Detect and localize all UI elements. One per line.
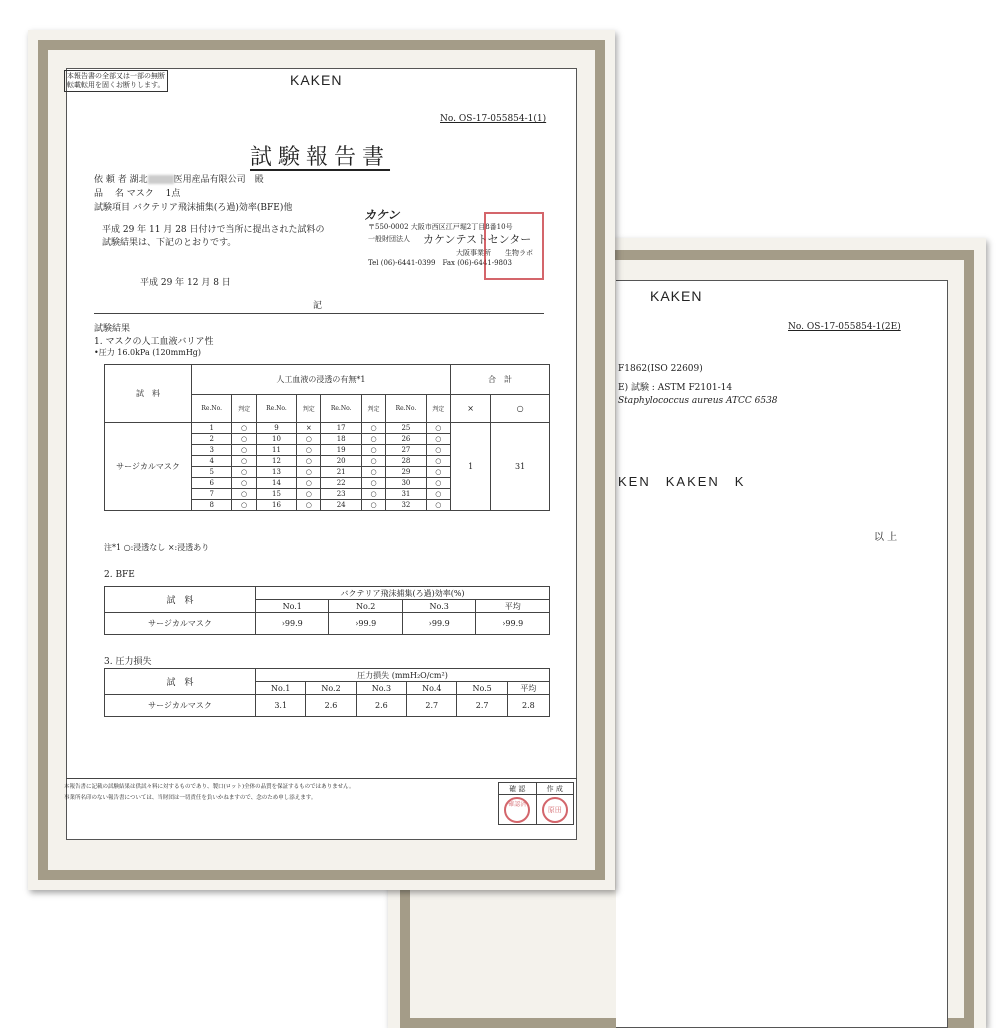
judgement: ×	[297, 423, 321, 434]
specimen-no: 21	[321, 467, 361, 478]
bfe-value: ›99.9	[329, 613, 402, 635]
blood-barrier-rows	[105, 423, 550, 511]
security-watermark: KEN KAKEN K	[618, 474, 746, 489]
test-item-row	[94, 200, 292, 213]
judgement: ○	[426, 478, 450, 489]
specimen-no: 17	[321, 423, 361, 434]
official-seal-stamp	[484, 212, 544, 280]
specimen-no: 20	[321, 456, 361, 467]
specimen-no: 27	[386, 445, 426, 456]
pressure-value: 3.1	[256, 695, 306, 717]
test-item-label: 試験項目	[94, 203, 131, 213]
specimen-no: 15	[256, 489, 296, 500]
section-2-title: 2. BFE	[104, 570, 135, 580]
judgement: ○	[297, 489, 321, 500]
pressure-col: 平均	[507, 682, 549, 695]
pressure-col: No.2	[306, 682, 356, 695]
receipt-statement: 試験結果は、下記のとおりです。	[102, 238, 237, 248]
judgement: ○	[297, 445, 321, 456]
bfe-col: No.1	[256, 600, 329, 613]
col-re-no: Re.No.	[386, 395, 426, 423]
bfe-col: No.2	[329, 600, 402, 613]
judgement: ○	[426, 445, 450, 456]
judgement: ○	[426, 489, 450, 500]
copy-notice-line: 転載転用を固くお断りします。	[67, 81, 165, 89]
pressure-value: 2.7	[407, 695, 457, 717]
test-organism-line: Staphylococcus aureus ATCC 6538	[618, 396, 778, 406]
sample-name: サージカルマスク	[105, 613, 256, 635]
bfe-value: ›99.9	[402, 613, 475, 635]
table-header-group: バクテリア飛沫捕集(ろ過)効率(%)	[256, 587, 550, 600]
end-mark: 以 上	[874, 532, 898, 543]
table-header-group: 圧力損失 (mmH₂O/cm²)	[256, 669, 550, 682]
specimen-no: 3	[192, 445, 232, 456]
specimen-no: 16	[256, 500, 296, 511]
judgement: ○	[297, 467, 321, 478]
divider	[94, 313, 544, 314]
report-title: 試験報告書	[250, 145, 391, 170]
judgement: ○	[232, 434, 256, 445]
specimen-no: 31	[386, 489, 426, 500]
test-item-value: バクテリア飛沫捕集(ろ過)効率(BFE)他	[132, 203, 293, 213]
table-header-total: 合 計	[450, 365, 549, 395]
specimen-no: 7	[192, 489, 232, 500]
judgement: ○	[232, 489, 256, 500]
total-x-count: 1	[450, 423, 490, 511]
judgement: ○	[232, 445, 256, 456]
section-1-pressure: •圧力 16.0kPa (120mmHg)	[94, 348, 202, 357]
specimen-no: 4	[192, 456, 232, 467]
judgement: ○	[297, 456, 321, 467]
judgement: ○	[297, 500, 321, 511]
pressure-loss-table	[104, 668, 550, 717]
pressure-col: No.5	[457, 682, 507, 695]
specimen-no: 18	[321, 434, 361, 445]
section-1-title: 1. マスクの人工血液バリア性	[94, 337, 214, 347]
specimen-no: 28	[386, 456, 426, 467]
report-number: No. OS-17-055854-1(2E)	[788, 322, 901, 332]
judgement: ○	[361, 456, 385, 467]
judgement: ○	[297, 478, 321, 489]
confirm-label: 確 認	[499, 783, 537, 795]
test-standard-line: F1862(ISO 22609)	[618, 364, 703, 374]
copy-notice	[64, 70, 168, 92]
report-number: No. OS-17-055854-1(1)	[440, 114, 547, 124]
specimen-no: 26	[386, 434, 426, 445]
col-judge: 判定	[232, 395, 256, 423]
org-address: 〒550-0002 大阪市西区江戸堀2丁目8番10号	[368, 223, 513, 231]
judgement: ○	[232, 500, 256, 511]
judgement: ○	[426, 456, 450, 467]
bfe-value: ›99.9	[256, 613, 329, 635]
specimen-no: 19	[321, 445, 361, 456]
judgement: ○	[297, 434, 321, 445]
receipt-statement: 平成 29 年 11 月 28 日付けで当所に提出された試料の	[102, 225, 325, 235]
col-judge: 判定	[361, 395, 385, 423]
client-name-suffix: 医用産品有限公司 殿	[173, 175, 264, 185]
judgement: ○	[232, 467, 256, 478]
specimen-no: 22	[321, 478, 361, 489]
judgement: ○	[361, 434, 385, 445]
specimen-no: 11	[256, 445, 296, 456]
product-row	[94, 186, 180, 199]
col-judge: 判定	[426, 395, 450, 423]
specimen-no: 25	[386, 423, 426, 434]
col-re-no: Re.No.	[256, 395, 296, 423]
specimen-no: 32	[386, 500, 426, 511]
judgement: ○	[361, 445, 385, 456]
section-3-title: 3. 圧力損失	[104, 657, 152, 667]
bfe-col: 平均	[476, 600, 550, 613]
col-judge: 判定	[297, 395, 321, 423]
specimen-no: 29	[386, 467, 426, 478]
brand-name: KAKEN	[650, 288, 703, 304]
judgement: ○	[426, 500, 450, 511]
results-heading: 試験結果	[94, 324, 131, 334]
approval-box	[498, 782, 574, 825]
bfe-value: ›99.9	[476, 613, 550, 635]
specimen-no: 10	[256, 434, 296, 445]
total-o-count: 31	[491, 423, 550, 511]
judgement: ○	[232, 478, 256, 489]
blood-barrier-table	[104, 364, 550, 511]
test-standard-line: E) 試験 : ASTM F2101-14	[618, 383, 733, 393]
table-row	[105, 423, 550, 434]
pressure-value: 2.8	[507, 695, 549, 717]
pressure-value: 2.7	[457, 695, 507, 717]
judgement: ○	[361, 467, 385, 478]
author-label: 作 成	[536, 783, 574, 795]
pressure-col: No.4	[407, 682, 457, 695]
confirm-stamp: 確認済	[504, 797, 530, 823]
sample-name: サージカルマスク	[105, 695, 256, 717]
product-value: マスク 1点	[126, 189, 181, 199]
col-total-x: ×	[450, 395, 490, 423]
specimen-no: 6	[192, 478, 232, 489]
org-logo: カケン	[364, 208, 400, 222]
footer-divider	[66, 778, 577, 779]
specimen-no: 1	[192, 423, 232, 434]
pressure-col: No.1	[256, 682, 306, 695]
judgement: ○	[426, 434, 450, 445]
org-branch: 大阪事業所 生物ラボ	[456, 249, 533, 257]
judgement: ○	[361, 489, 385, 500]
table-header-sample: 試 料	[105, 587, 256, 613]
specimen-no: 8	[192, 500, 232, 511]
specimen-no: 24	[321, 500, 361, 511]
specimen-no: 5	[192, 467, 232, 478]
disclaimer-line: 本報告書に記載の試験結果は供試々料に対するものであり、製口(ロット)全体の品質を保証するものではありません。	[64, 784, 355, 790]
brand-name: KAKEN	[290, 72, 343, 88]
table-header-group: 人工血液の浸透の有無*1	[192, 365, 451, 395]
bfe-col: No.3	[402, 600, 475, 613]
table-footnote: 注*1 ○:浸透なし ×:浸透あり	[104, 543, 210, 552]
copy-notice-line: 本報告書の全部又は一部の無断	[67, 72, 165, 80]
bfe-table	[104, 586, 550, 635]
judgement: ○	[361, 478, 385, 489]
specimen-no: 9	[256, 423, 296, 434]
pressure-col: No.3	[356, 682, 406, 695]
sample-name: サージカルマスク	[105, 423, 192, 511]
judgement: ○	[361, 500, 385, 511]
col-re-no: Re.No.	[192, 395, 232, 423]
judgement: ○	[232, 456, 256, 467]
specimen-no: 23	[321, 489, 361, 500]
table-header-sample: 試 料	[105, 365, 192, 423]
author-stamp-cell	[536, 795, 574, 825]
confirm-stamp-cell	[499, 795, 537, 825]
product-label: 品 名	[94, 189, 124, 199]
record-mark: 記	[313, 301, 323, 311]
report-page-1	[28, 30, 615, 890]
specimen-no: 30	[386, 478, 426, 489]
specimen-no: 2	[192, 434, 232, 445]
table-header-sample: 試 料	[105, 669, 256, 695]
judgement: ○	[232, 423, 256, 434]
specimen-no: 12	[256, 456, 296, 467]
pressure-value: 2.6	[356, 695, 406, 717]
author-stamp: 原田	[542, 797, 568, 823]
org-name: カケンテストセンター	[423, 233, 532, 246]
specimen-no: 13	[256, 467, 296, 478]
specimen-no: 14	[256, 478, 296, 489]
redacted-text	[148, 175, 174, 184]
judgement: ○	[361, 423, 385, 434]
disclaimer-line: 事業所名印のない報告書については、当財団は一切責任を負いかねますので、念のため申し添えます。	[64, 795, 317, 801]
judgement: ○	[426, 423, 450, 434]
org-contact: Tel (06)-6441-0399 Fax (06)-6441-9803	[368, 259, 512, 267]
col-re-no: Re.No.	[321, 395, 361, 423]
org-type: 一般財団法人	[368, 235, 410, 243]
client-label: 依 頼 者	[94, 175, 127, 185]
client-row	[94, 172, 264, 185]
report-date: 平成 29 年 12 月 8 日	[140, 278, 231, 288]
judgement: ○	[426, 467, 450, 478]
pressure-value: 2.6	[306, 695, 356, 717]
col-total-o: ○	[491, 395, 550, 423]
client-name: 湖北	[129, 175, 148, 185]
